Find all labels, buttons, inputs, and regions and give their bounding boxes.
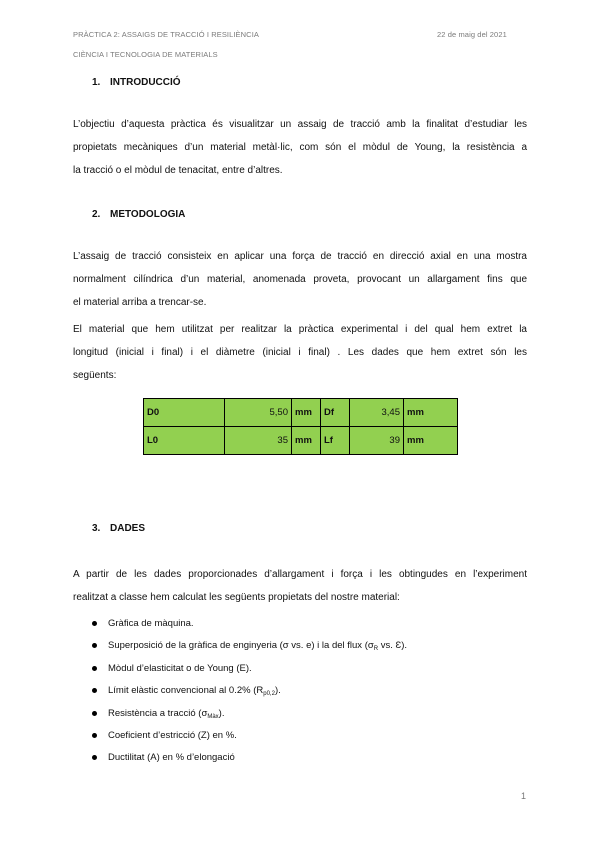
list-item-text: ).	[218, 707, 225, 719]
text-line: L’assaig de tracció consisteix en aplicar una força de tracció en direcció axial en una mostra	[73, 251, 527, 262]
text-line: el material arriba a trencar-se.	[73, 297, 207, 308]
list-item-text: Superposició de la gràfica de enginyeria (σ vs. e) i la del flux (σ	[108, 640, 374, 652]
intro-paragraph	[73, 113, 527, 182]
list-item	[73, 725, 407, 747]
metodologia-paragraph-1	[73, 245, 527, 314]
bullet-icon	[92, 621, 97, 626]
list-item	[73, 680, 407, 702]
list-item-text: ).	[274, 685, 281, 697]
section-number: 2.	[92, 209, 101, 220]
list-item	[73, 703, 407, 725]
text-line: la tracció o el mòdul de tenacitat, entre d’altres.	[73, 165, 283, 176]
table-cell-value: 3,45	[350, 399, 404, 427]
text-line: realitzat a classe hem calculat les següents propietats del nostre material:	[73, 592, 400, 603]
section-number: 1.	[92, 77, 101, 88]
text-line: següents:	[73, 370, 117, 381]
section-heading-dades	[92, 523, 145, 534]
table-cell-unit: mm	[292, 427, 321, 455]
subscript: R	[373, 646, 379, 653]
section-heading-metodologia	[92, 209, 185, 220]
list-item-text: Mòdul d’elasticitat o de Young (E).	[108, 662, 252, 674]
properties-list	[73, 613, 407, 770]
list-item-text: Gràfica de màquina.	[108, 618, 194, 629]
list-item-text: Límit elàstic convencional al 0.2% (R	[108, 685, 264, 697]
measurements-table	[143, 398, 458, 455]
subscript: Màx	[207, 713, 219, 720]
text-line: A partir de les dades proporcionades d’allargament i força i les obtingudes en l’experiment	[73, 569, 527, 580]
list-item-text: Coeficient d’estricció (Z) en %.	[108, 729, 237, 741]
text-line: longitud (inicial i final) i el diàmetre (inicial i final) . Les dades que hem extret són les	[73, 347, 527, 358]
list-item	[73, 658, 407, 680]
bullet-icon	[92, 755, 97, 760]
text-line: L’objectiu d’aquesta pràctica és visualitzar un assaig de tracció amb la finalitat d’estudiar les	[73, 119, 527, 130]
table-cell-unit: mm	[404, 427, 458, 455]
table-row	[144, 399, 458, 427]
text-line: propietats mecàniques d’un material metàl·lic, com són el mòdul de Young, la resistència a	[73, 142, 527, 153]
dades-paragraph	[73, 563, 527, 609]
table-cell-value: 5,50	[225, 399, 292, 427]
metodologia-paragraph-2	[73, 318, 527, 387]
text-line: El material que hem utilitzat per realitzar la pràctica experimental i del qual hem extret la	[73, 324, 527, 335]
header-course-title: PRÀCTICA 2: ASSAIGS DE TRACCIÓ I RESILIÈNCIA	[73, 30, 259, 39]
section-title: METODOLOGIA	[110, 209, 186, 220]
list-item-text: Ductilitat (A) en % d’elongació	[108, 752, 235, 764]
text-line: normalment cilíndrica d’un material, anomenada proveta, provocant un allargament fins que	[73, 274, 527, 285]
table-cell-value: 39	[350, 427, 404, 455]
header-date: 22 de maig del 2021	[437, 30, 507, 39]
list-item	[73, 747, 407, 769]
list-item	[73, 613, 407, 635]
list-item	[73, 635, 407, 657]
list-item-text: vs. Ɛ).	[378, 640, 408, 652]
subscript: p0,2	[263, 691, 275, 698]
page-number: 1	[521, 791, 527, 801]
table-cell-label: Lf	[321, 427, 350, 455]
table-cell-label: Df	[321, 399, 350, 427]
table-cell-label: L0	[144, 427, 225, 455]
bullet-icon	[92, 711, 97, 716]
header-subject: CIÈNCIA I TECNOLOGIA DE MATERIALS	[73, 50, 218, 59]
bullet-icon	[92, 688, 97, 693]
section-heading-introduccio	[92, 77, 181, 88]
table-cell-value: 35	[225, 427, 292, 455]
section-title: INTRODUCCIÓ	[110, 77, 181, 88]
bullet-icon	[92, 666, 97, 671]
bullet-icon	[92, 733, 97, 738]
table-cell-unit: mm	[292, 399, 321, 427]
table-cell-unit: mm	[404, 399, 458, 427]
bullet-icon	[92, 643, 97, 648]
section-title: DADES	[110, 523, 146, 534]
section-number: 3.	[92, 523, 101, 534]
list-item-text: Resistència a tracció (σ	[108, 707, 208, 719]
table-cell-label: D0	[144, 399, 225, 427]
table-row	[144, 427, 458, 455]
